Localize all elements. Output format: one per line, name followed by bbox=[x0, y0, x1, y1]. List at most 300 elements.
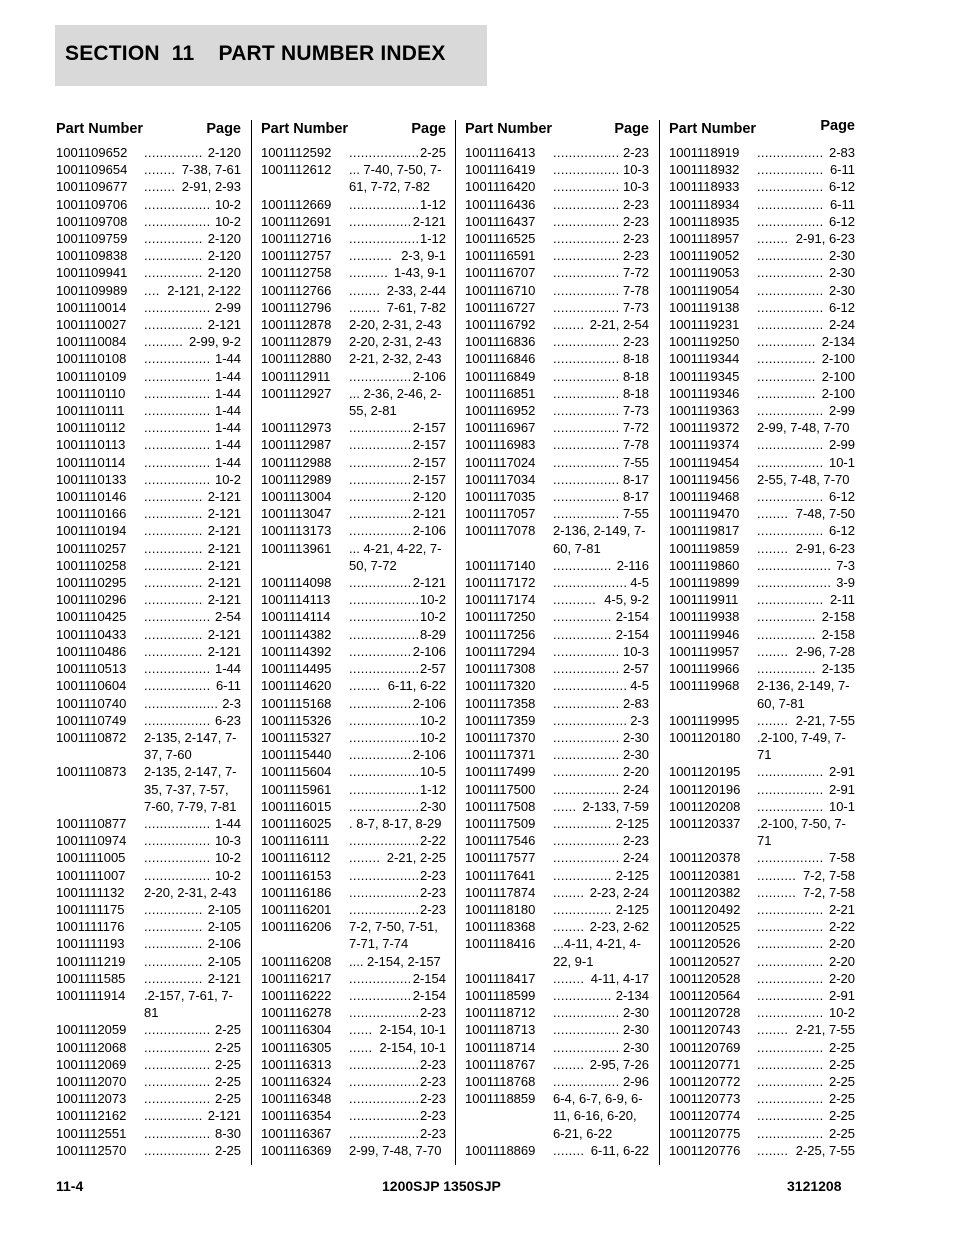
dot-leader: .................. bbox=[349, 661, 420, 677]
index-entry bbox=[465, 746, 649, 763]
page-value: 2-121 bbox=[207, 523, 241, 539]
part-number: 1001112592 bbox=[261, 145, 332, 160]
dot-leader: ............... bbox=[144, 592, 203, 608]
index-entry bbox=[465, 695, 649, 712]
dot-leader: .................. bbox=[349, 729, 420, 745]
dot-leader: ............... bbox=[144, 936, 203, 952]
page-value: 6-11, 6-22 bbox=[387, 678, 446, 694]
index-entry bbox=[465, 867, 649, 884]
page-reference: .2-100, 7-49, 7-71 bbox=[757, 729, 846, 763]
part-number: 1001119456 bbox=[669, 471, 740, 487]
part-number-heading: Part Number bbox=[56, 121, 144, 137]
part-number: 1001114113 bbox=[261, 592, 331, 608]
part-number: 1001117294 bbox=[465, 643, 536, 659]
part-number: 1001114620 bbox=[261, 678, 332, 694]
dot-leader: ........ bbox=[757, 712, 789, 728]
dot-leader: ................. bbox=[757, 936, 824, 952]
index-entry bbox=[465, 798, 649, 815]
page-value: 2-23 bbox=[419, 1091, 446, 1107]
page-reference bbox=[144, 608, 241, 625]
index-entry bbox=[56, 1056, 241, 1073]
page-value: 7-2, 7-58 bbox=[802, 884, 855, 900]
dot-leader: ................ bbox=[349, 471, 412, 487]
part-number: 1001118935 bbox=[669, 213, 740, 229]
page-value: 2-23 bbox=[622, 248, 649, 264]
page-reference bbox=[144, 316, 241, 333]
dot-leader: ................. bbox=[144, 1125, 211, 1141]
index-entry bbox=[465, 677, 649, 694]
page-value: 6-23 bbox=[214, 712, 241, 728]
part-number: 1001110112 bbox=[56, 420, 126, 436]
part-number: 1001119899 bbox=[669, 575, 740, 591]
dot-leader: ................. bbox=[553, 213, 620, 229]
part-number: 1001114114 bbox=[261, 609, 331, 625]
page-reference bbox=[553, 1039, 649, 1056]
part-number: 1001116591 bbox=[465, 248, 536, 264]
part-number-heading: Part Number bbox=[261, 121, 349, 137]
page-value: 2-121 bbox=[207, 489, 241, 505]
page-value: 2-25 bbox=[828, 1056, 855, 1072]
page-reference: 2-136, 2-149, 7-60, 7-81 bbox=[757, 678, 850, 711]
page-value: 2-20 bbox=[622, 764, 649, 780]
part-number: 1001115168 bbox=[261, 695, 332, 711]
part-number: 1001120381 bbox=[669, 867, 741, 883]
page-value: 6-12 bbox=[828, 179, 855, 195]
part-number: 1001109941 bbox=[56, 265, 128, 281]
page-value: 2-23 bbox=[622, 213, 649, 229]
part-number: 1001114098 bbox=[261, 575, 332, 591]
part-number: 1001118180 bbox=[465, 901, 536, 917]
index-entry bbox=[669, 264, 855, 281]
page-value: 4-5, 9-2 bbox=[604, 592, 649, 608]
dot-leader: ...... bbox=[349, 1039, 373, 1055]
page-reference bbox=[144, 299, 241, 316]
dot-leader: ................. bbox=[757, 265, 824, 281]
section-header-bar bbox=[55, 25, 487, 86]
index-entry bbox=[261, 196, 446, 213]
index-entry bbox=[261, 953, 446, 970]
dot-leader: ................. bbox=[553, 196, 620, 212]
dot-leader: ................. bbox=[553, 764, 620, 780]
page-reference bbox=[144, 849, 241, 866]
page-heading: Page bbox=[614, 121, 649, 137]
page-reference: 2-99, 7-48, 7-70 bbox=[757, 420, 850, 436]
page-value: 7-78 bbox=[622, 437, 649, 453]
index-entry bbox=[669, 574, 855, 591]
part-number: 1001119363 bbox=[669, 403, 740, 419]
page-reference bbox=[144, 815, 241, 832]
dot-leader: ............... bbox=[757, 661, 816, 677]
dot-leader: ................. bbox=[757, 1091, 824, 1107]
index-entry bbox=[465, 660, 649, 677]
page-value: 2-91, 6-23 bbox=[795, 540, 855, 556]
page-value: 2-99 bbox=[828, 403, 855, 419]
index-entry bbox=[465, 196, 649, 213]
page-reference bbox=[144, 282, 241, 299]
part-number: 1001112878 bbox=[261, 317, 332, 333]
page-reference bbox=[144, 1021, 241, 1038]
part-number: 1001120526 bbox=[669, 936, 741, 952]
index-entry bbox=[669, 935, 855, 952]
part-number: 1001117256 bbox=[465, 626, 536, 642]
part-number: 1001117308 bbox=[465, 661, 536, 677]
page-value: 6-11 bbox=[215, 678, 241, 694]
index-entry bbox=[56, 316, 241, 333]
page-value: 10-2 bbox=[419, 729, 446, 745]
page-value: 2-54 bbox=[214, 609, 241, 625]
index-entry bbox=[261, 230, 446, 247]
page-reference bbox=[553, 884, 649, 901]
index-entry bbox=[56, 419, 241, 436]
dot-leader: ................. bbox=[144, 833, 211, 849]
index-entry bbox=[669, 454, 855, 471]
index-entry bbox=[261, 746, 446, 763]
part-number: 1001112879 bbox=[261, 334, 332, 350]
part-number: 1001110110 bbox=[56, 385, 126, 401]
part-number: 1001109838 bbox=[56, 248, 128, 264]
part-number: 1001119454 bbox=[669, 454, 740, 470]
page-reference bbox=[757, 350, 855, 367]
index-entry bbox=[261, 918, 446, 952]
page-reference bbox=[144, 385, 241, 402]
part-number: 1001109677 bbox=[56, 179, 128, 195]
index-entry bbox=[261, 608, 446, 625]
index-entry bbox=[669, 591, 855, 608]
part-number: 1001118933 bbox=[669, 179, 740, 195]
page-value: 7-48, 7-50 bbox=[795, 506, 855, 522]
index-entry bbox=[465, 608, 649, 625]
index-entry bbox=[465, 247, 649, 264]
dot-leader: ........ bbox=[757, 643, 789, 659]
page-reference bbox=[553, 471, 649, 488]
page-reference bbox=[349, 299, 446, 316]
page-value: 2-25 bbox=[828, 1039, 855, 1055]
page-reference bbox=[349, 247, 446, 264]
index-entry bbox=[261, 1021, 446, 1038]
page-reference bbox=[349, 781, 446, 798]
index-entry bbox=[261, 815, 446, 832]
dot-leader: ............... bbox=[144, 575, 203, 591]
index-entry bbox=[261, 350, 446, 367]
page-reference bbox=[349, 471, 446, 488]
part-number: 1001115961 bbox=[261, 781, 332, 797]
dot-leader: ............... bbox=[144, 248, 203, 264]
part-number: 1001116420 bbox=[465, 179, 536, 195]
page-value: 2-100 bbox=[821, 385, 855, 401]
page-reference bbox=[553, 729, 649, 746]
part-number: 1001120378 bbox=[669, 850, 741, 866]
page-value: 6-12 bbox=[828, 523, 855, 539]
page-reference bbox=[144, 368, 241, 385]
page-value: 6-11 bbox=[829, 162, 855, 178]
dot-leader: ............... bbox=[553, 815, 612, 831]
page-value: 2-133, 7-59 bbox=[582, 798, 649, 814]
part-number: 1001110425 bbox=[56, 609, 127, 625]
index-entry bbox=[669, 488, 855, 505]
part-number: 1001110872 bbox=[56, 729, 127, 745]
page-reference bbox=[144, 1125, 241, 1142]
dot-leader: ................. bbox=[553, 265, 620, 281]
footer-doc-number: 3121208 bbox=[787, 1178, 842, 1194]
footer-model: 1200SJP 1350SJP bbox=[382, 1178, 501, 1194]
index-entry bbox=[669, 316, 855, 333]
part-number: 1001119344 bbox=[669, 351, 740, 367]
part-number: 1001116710 bbox=[465, 282, 536, 298]
page-value: 8-18 bbox=[622, 351, 649, 367]
index-entry bbox=[261, 505, 446, 522]
index-entry bbox=[261, 591, 446, 608]
part-number: 1001112612 bbox=[261, 162, 332, 178]
page-value: 2-154 bbox=[412, 970, 446, 986]
page-value: 7-72 bbox=[622, 420, 649, 436]
page-value: 2-25 bbox=[828, 1125, 855, 1141]
page-value: 1-12 bbox=[419, 231, 446, 247]
page-reference bbox=[349, 867, 446, 884]
page-reference bbox=[757, 230, 855, 247]
page-reference bbox=[144, 402, 241, 419]
page-value: 2-121 bbox=[207, 317, 241, 333]
page-reference bbox=[144, 471, 241, 488]
index-entry bbox=[465, 987, 649, 1004]
page-value: 1-44 bbox=[214, 420, 241, 436]
page-reference bbox=[349, 591, 446, 608]
dot-leader: ............... bbox=[553, 626, 612, 642]
part-number: 1001109708 bbox=[56, 213, 128, 229]
index-entry bbox=[56, 557, 241, 574]
dot-leader: ................. bbox=[553, 1022, 620, 1038]
dot-leader: ................. bbox=[553, 437, 620, 453]
page-value: 2-125 bbox=[615, 901, 649, 917]
page-reference bbox=[757, 781, 855, 798]
page-value: 1-12 bbox=[419, 781, 446, 797]
page-value: 2-24 bbox=[622, 850, 649, 866]
dot-leader: ................ bbox=[349, 213, 412, 229]
page-reference bbox=[349, 677, 446, 694]
dot-leader: ................. bbox=[757, 919, 824, 935]
index-entry bbox=[261, 660, 446, 677]
index-entry bbox=[56, 677, 241, 694]
page-reference bbox=[144, 1090, 241, 1107]
page-reference bbox=[757, 213, 855, 230]
page-reference bbox=[349, 368, 446, 385]
index-entry bbox=[669, 505, 855, 522]
index-entry bbox=[261, 385, 446, 419]
page-value: 2-20 bbox=[828, 970, 855, 986]
dot-leader: ...... bbox=[553, 798, 577, 814]
part-number: 1001120773 bbox=[669, 1091, 741, 1107]
part-number: 1001118368 bbox=[465, 919, 536, 935]
index-entry bbox=[465, 1142, 649, 1159]
page-reference bbox=[144, 144, 241, 161]
page-value: 10-2 bbox=[214, 213, 241, 229]
part-number: 1001119470 bbox=[669, 506, 740, 522]
part-number: 1001112162 bbox=[56, 1108, 127, 1124]
page-reference bbox=[757, 574, 855, 591]
part-number: 1001110014 bbox=[56, 299, 127, 315]
index-entry bbox=[261, 1073, 446, 1090]
page-value: 7-55 bbox=[622, 454, 649, 470]
part-number: 1001110513 bbox=[56, 661, 127, 677]
dot-leader: .................. bbox=[349, 231, 420, 247]
dot-leader: ................. bbox=[757, 1005, 824, 1021]
page-reference bbox=[144, 867, 241, 884]
page-reference bbox=[349, 798, 446, 815]
index-entry bbox=[465, 763, 649, 780]
index-entry bbox=[669, 918, 855, 935]
dot-leader: ................ bbox=[349, 368, 412, 384]
part-number: 1001120776 bbox=[669, 1142, 741, 1158]
dot-leader: ............... bbox=[144, 523, 203, 539]
index-entry bbox=[465, 1039, 649, 1056]
page-reference bbox=[757, 798, 855, 815]
page-reference bbox=[144, 591, 241, 608]
page-reference bbox=[349, 970, 446, 987]
part-number: 1001116849 bbox=[465, 368, 536, 384]
index-entry bbox=[669, 849, 855, 866]
index-entry bbox=[465, 935, 649, 969]
part-number: 1001119138 bbox=[669, 299, 740, 315]
page-reference bbox=[349, 884, 446, 901]
dot-leader: ............... bbox=[553, 987, 612, 1003]
page-reference bbox=[553, 333, 649, 350]
part-number: 1001116186 bbox=[261, 884, 332, 900]
part-number: 1001112911 bbox=[261, 368, 331, 384]
page-reference bbox=[144, 213, 241, 230]
page-reference bbox=[349, 712, 446, 729]
page-reference bbox=[144, 247, 241, 264]
page-value: 7-38, 7-61 bbox=[181, 162, 241, 178]
dot-leader: .................. bbox=[349, 196, 420, 212]
part-number: 1001119374 bbox=[669, 437, 740, 453]
part-number: 1001111005 bbox=[56, 850, 126, 866]
dot-leader: ............... bbox=[553, 609, 612, 625]
page-value: 2-30 bbox=[622, 747, 649, 763]
index-entry bbox=[669, 368, 855, 385]
index-entry bbox=[56, 832, 241, 849]
page-value: 2-121 bbox=[412, 506, 446, 522]
page-reference: 6-4, 6-7, 6-9, 6-11, 6-16, 6-20, 6-21, 6-22 bbox=[553, 1091, 643, 1141]
dot-leader: ................. bbox=[757, 850, 824, 866]
page-value: 2-91 bbox=[828, 987, 855, 1003]
page-value: 10-2 bbox=[214, 471, 241, 487]
page-value: 2-121 bbox=[207, 575, 241, 591]
index-entry bbox=[261, 213, 446, 230]
index-entry bbox=[465, 1004, 649, 1021]
part-number: 1001116967 bbox=[465, 420, 536, 436]
dot-leader: ................... bbox=[144, 695, 219, 711]
dot-leader: ................. bbox=[144, 437, 211, 453]
page-reference bbox=[144, 1039, 241, 1056]
part-number: 1001116792 bbox=[465, 317, 536, 333]
page-reference bbox=[144, 419, 241, 436]
part-number: 1001110749 bbox=[56, 712, 127, 728]
index-entry bbox=[465, 488, 649, 505]
part-number: 1001119053 bbox=[669, 265, 740, 281]
page-value: 2-154 bbox=[412, 987, 446, 1003]
dot-leader: ................. bbox=[553, 489, 620, 505]
page-value: 10-2 bbox=[419, 592, 446, 608]
page-reference bbox=[553, 488, 649, 505]
dot-leader: ............... bbox=[144, 557, 203, 573]
column-header bbox=[56, 118, 241, 144]
dot-leader: ................. bbox=[553, 643, 620, 659]
index-entry bbox=[56, 1125, 241, 1142]
part-number: 1001112070 bbox=[56, 1073, 127, 1089]
dot-leader: ................. bbox=[144, 420, 211, 436]
index-entry bbox=[669, 901, 855, 918]
index-entry bbox=[261, 643, 446, 660]
page-reference bbox=[553, 1056, 649, 1073]
page-value: 7-2, 7-58 bbox=[802, 867, 855, 883]
part-number: 1001110113 bbox=[56, 437, 126, 453]
page-value: 2-157 bbox=[412, 454, 446, 470]
page-value: 2-95, 7-26 bbox=[589, 1056, 649, 1072]
part-number: 1001117078 bbox=[465, 523, 536, 539]
page-value: 2-21, 7-55 bbox=[795, 712, 855, 728]
index-entry bbox=[56, 161, 241, 178]
page-value: 1-43, 9-1 bbox=[393, 265, 446, 281]
dot-leader: ............... bbox=[553, 867, 612, 883]
part-number: 1001115604 bbox=[261, 764, 332, 780]
dot-leader: ................. bbox=[144, 213, 211, 229]
part-number: 1001112973 bbox=[261, 420, 332, 436]
part-number: 1001112059 bbox=[56, 1022, 127, 1038]
part-number-heading: Part Number bbox=[465, 121, 553, 137]
dot-leader: ................. bbox=[757, 213, 824, 229]
index-entry bbox=[261, 436, 446, 453]
part-number: 1001111914 bbox=[56, 987, 126, 1003]
dot-leader: ................. bbox=[757, 798, 824, 814]
dot-leader: ................. bbox=[144, 1073, 211, 1089]
part-number: 1001118416 bbox=[465, 936, 536, 952]
part-number: 1001110133 bbox=[56, 471, 127, 487]
page-value: 2-100 bbox=[821, 351, 855, 367]
page-value: 2-25 bbox=[214, 1142, 241, 1158]
dot-leader: ................... bbox=[757, 575, 832, 591]
page-reference bbox=[144, 953, 241, 970]
index-entry bbox=[465, 884, 649, 901]
page-value: 6-12 bbox=[828, 299, 855, 315]
page-value: 8-30 bbox=[214, 1125, 241, 1141]
index-entry bbox=[56, 471, 241, 488]
page-reference bbox=[349, 849, 446, 866]
page-value: 2-120 bbox=[207, 248, 241, 264]
page-reference bbox=[757, 1107, 855, 1124]
index-entry bbox=[669, 247, 855, 264]
part-number: 1001120769 bbox=[669, 1039, 741, 1055]
dot-leader: ................. bbox=[757, 987, 824, 1003]
index-entry bbox=[465, 1021, 649, 1038]
page-reference bbox=[757, 557, 855, 574]
page-reference bbox=[757, 540, 855, 557]
page-value: 2-106 bbox=[412, 643, 446, 659]
dot-leader: ........ bbox=[144, 162, 176, 178]
page-heading: Page bbox=[411, 121, 446, 137]
part-number: 1001114392 bbox=[261, 643, 332, 659]
dot-leader: ...... bbox=[349, 1022, 373, 1038]
index-entry bbox=[261, 1090, 446, 1107]
part-number: 1001119054 bbox=[669, 282, 740, 298]
dot-leader: ................. bbox=[144, 678, 211, 694]
part-number: 1001116413 bbox=[465, 145, 536, 160]
part-number: 1001112069 bbox=[56, 1056, 127, 1072]
part-number: 1001117172 bbox=[465, 575, 536, 591]
index-entry bbox=[669, 178, 855, 195]
part-number: 1001113047 bbox=[261, 506, 332, 522]
dot-leader: ........... bbox=[349, 248, 393, 264]
index-entry bbox=[56, 488, 241, 505]
part-number: 1001111176 bbox=[56, 919, 125, 935]
